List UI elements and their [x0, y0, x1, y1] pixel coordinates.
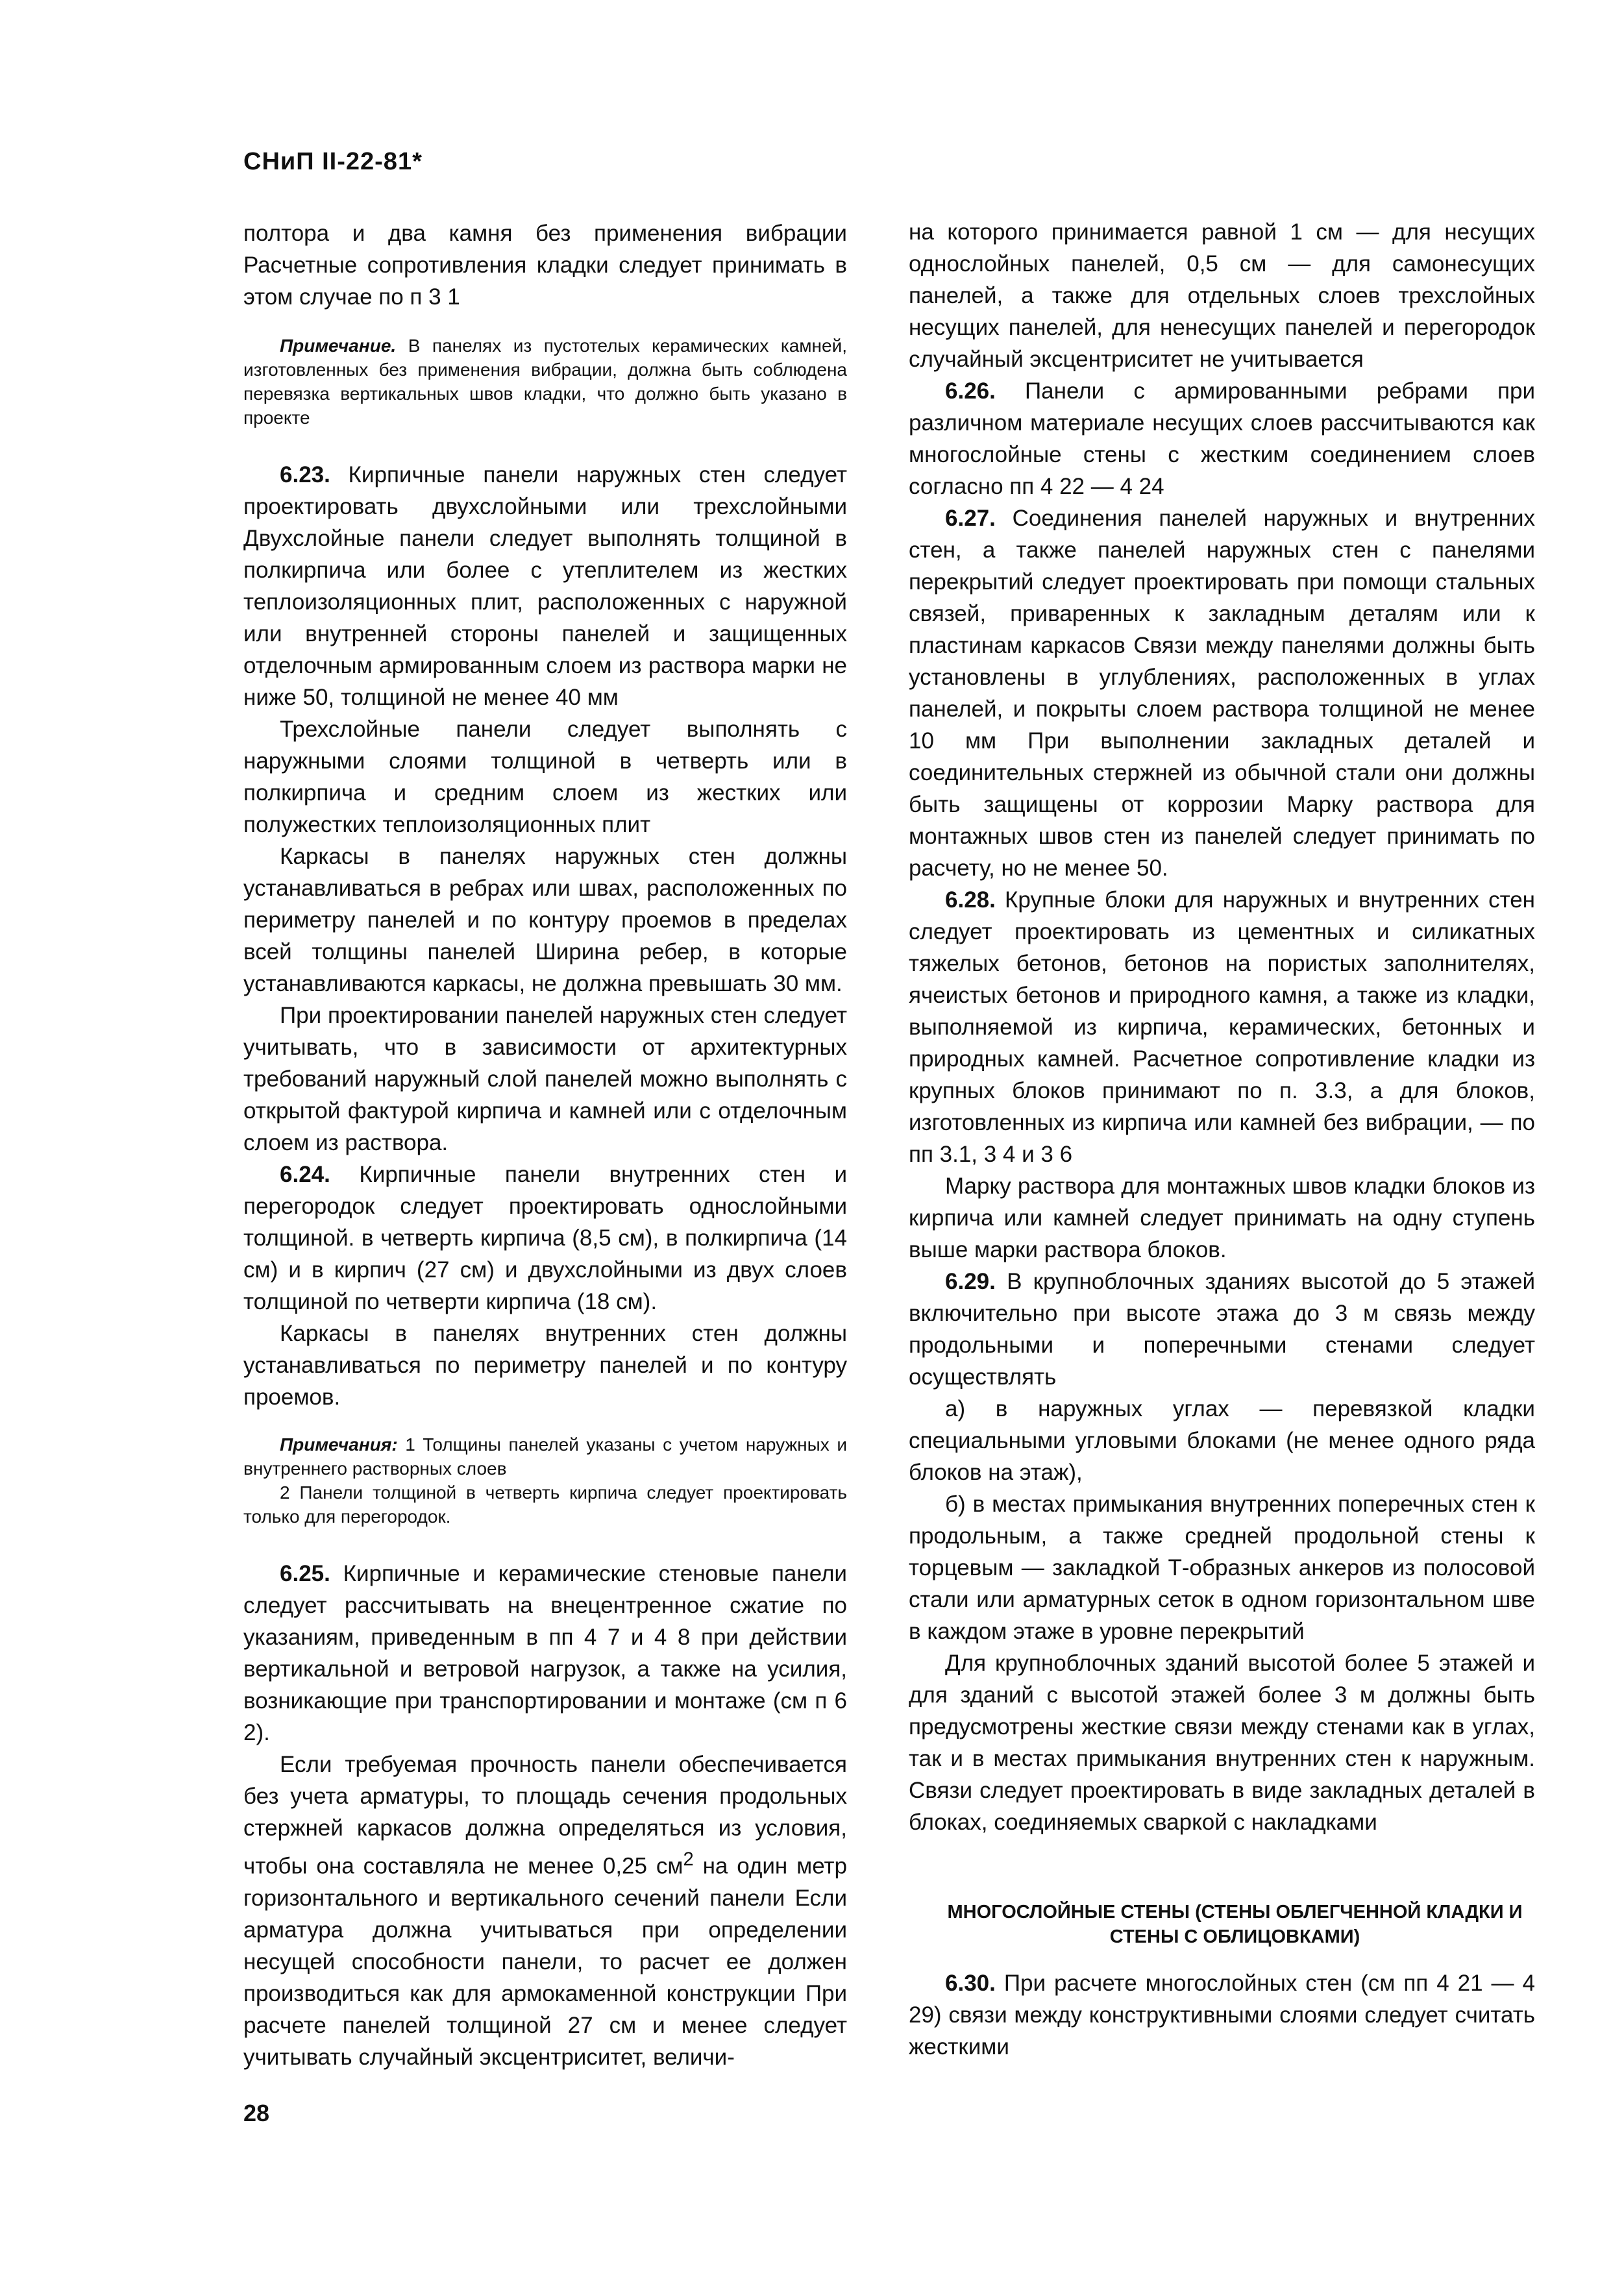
paragraph: При проектировании панелей наружных стен следует учитывать, что в зависимости от архитектурных требований наружный слой панелей можно выполнять с открытой фактурой кирпича и камней или с отделочным слоем из раствора.: [243, 1003, 847, 1155]
superscript: 2: [683, 1849, 694, 1870]
clause-number: 6.28.: [945, 887, 996, 913]
clause-text: Кирпичные панели внутренних стен и перегородок следует проектировать однослойными толщиной. в четверть кирпича (8,5 см), в полкирпича (14 см) и в кирпич (27 см) и двухслойными из двух слоев толщиной по четверти кирпича (18 см).: [243, 1162, 847, 1314]
clause-number: 6.30.: [945, 1971, 996, 1996]
clause-number: 6.25.: [280, 1561, 330, 1586]
paragraph: Трехслойные панели следует выполнять с наружными слоями толщиной в четверть или в полкирпича и средним слоем из жестких или полужестких теплоизоляционных плит: [243, 717, 847, 837]
clause-text: Панели с армированными ребрами при различном материале несущих слоев рассчитываются как многослойные стены с жестким соединением слоев согласно пп 4 22 — 4 24: [909, 378, 1535, 499]
note-text: 1 Толщины панелей указаны с учетом наружных и внутреннего растворных слоев: [243, 1434, 847, 1479]
note-item: 2 Панели толщиной в четверть кирпича следует проектировать только для перегородок.: [243, 1482, 847, 1527]
clause-text: При расчете многослойных стен (см пп 4 21 — 4 29) связи между конструктивными слоями следует считать жесткими: [909, 1971, 1535, 2059]
paragraph: Для крупноблочных зданий высотой более 5 этажей и для зданий с высотой этажей более 3 м должны быть предусмотрены жесткие связи между стенами как в углах, так и в местах примыкания внутренних стен к наружным. Связи следует проектировать в виде закладных деталей в блоках, соединяемых сваркой с накладками: [909, 1651, 1535, 1835]
paragraph: [243, 1749, 847, 2073]
clause-6-30: [909, 1967, 1535, 2063]
clause-6-29: [909, 1266, 1535, 1393]
note-label: Примечание.: [280, 336, 397, 356]
clause-text: Крупные блоки для наружных и внутренних стен следует проектировать из цементных и силикатных тяжелых бетонов, бетонов на пористых заполнителях, ячеистых бетонов и природного камня, а также из кладки, выполняемой из кирпича, керамических, бетонных и природных камней. Расчетное сопротивление кладки из крупных блоков принимают по п. 3.3, а для блоков, изготовленных из кирпича или камней без вибрации, — по пп 3.1, 3 4 и 3 6: [909, 887, 1535, 1167]
paragraph: Каркасы в панелях наружных стен должны устанавливаться в ребрах или швах, расположенных по периметру панелей и по контуру проемов в пределах всей толщины панелей Ширина ребер, в которые устанавливаются каркасы, не должна превышать 30 мм.: [243, 844, 847, 996]
list-item: а) в наружных углах — перевязкой кладки специальными угловыми блоками (не менее одного ряда блоков на этаж),: [909, 1396, 1535, 1485]
clause-number: 6.23.: [280, 462, 330, 487]
clause-6-27: [909, 502, 1535, 884]
paragraph-text: на один метр горизонтального и вертикального сечений панели Если арматура должна учитываться при определении несущей способности панели, то расчет ее должен производиться как для армокаменной конструкции При расчете панелей толщиной 27 см и менее следует учитывать случайный эксцентриситет, величи-: [243, 1853, 848, 2070]
clause-text: В крупноблочных зданиях высотой до 5 этажей включительно при высоте этажа до 3 м связь между продольными и поперечными стенами следует осуществлять: [909, 1269, 1535, 1390]
clause-6-24: [243, 1159, 847, 1318]
clause-6-26: [909, 375, 1535, 502]
note-item: [243, 1432, 847, 1481]
list-item: б) в местах примыкания внутренних поперечных стен к продольным, а также средней продольной стены к торцевым — закладкой Т-образных анкеров из полосовой стали или арматурных сеток в одном горизонтальном шве в каждом этаже в уровне перекрытий: [909, 1492, 1535, 1644]
paragraph: полтора и два камня без применения вибрации Расчетные сопротивления кладки следует принимать в этом случае по п 3 1: [243, 221, 847, 310]
left-column: [243, 217, 847, 2073]
paragraph: Каркасы в панелях внутренних стен должны устанавливаться по периметру панелей и по контуру проемов.: [243, 1321, 847, 1410]
note-label: Примечания:: [280, 1434, 398, 1455]
clause-text: Кирпичные панели наружных стен следует проектировать двухслойными или трехслойными Двухслойные панели следует выполнять толщиной в полкирпича или более с утеплителем из жестких теплоизоляционных плит, расположенных с наружной или внутренней стороны панелей и защищенных отделочным армированным слоем из раствора марки не ниже 50, толщиной не менее 40 мм: [243, 462, 847, 710]
clause-number: 6.27.: [945, 506, 996, 531]
paragraph: на которого принимается равной 1 см — для несущих однослойных панелей, 0,5 см — для самонесущих панелей, а также для отдельных слоев трехслойных несущих панелей, для ненесущих панелей и перегородок случайный эксцентриситет не учитывается: [909, 219, 1535, 372]
clause-6-28: [909, 884, 1535, 1170]
note-text: В панелях из пустотелых керамических камней, изготовленных без применения вибрации, должна быть соблюдена перевязка вертикальных швов кладки, что должно быть указано в проекте: [243, 336, 847, 428]
paragraph-text: Если требуемая прочность панели обеспечивается без учета арматуры, то площадь сечения продольных стержней каркасов должна определяться из условия, чтобы она составляла не менее 0,25 см: [243, 1752, 847, 1879]
clause-number: 6.26.: [945, 378, 996, 404]
section-heading: МНОГОСЛОЙНЫЕ СТЕНЫ (СТЕНЫ ОБЛЕГЧЕННОЙ КЛАДКИ И СТЕНЫ С ОБЛИЦОВКАМИ): [947, 1902, 1523, 1947]
clause-number: 6.29.: [945, 1269, 996, 1294]
clause-text: Соединения панелей наружных и внутренних стен, а также панелей наружных стен с панелями перекрытий следует проектировать при помощи стальных связей, приваренных к закладным деталям или к пластинам каркасов Связи между панелями должны быть установлены в углублениях, расположенных в углах панелей, и покрыты слоем раствора толщиной не менее 10 мм При выполнении закладных деталей и соединительных стержней из обычной стали они должны быть защищены от коррозии Марку раствора для монтажных швов стен из панелей следует принимать по расчету, но не менее 50.: [909, 506, 1535, 881]
document-header: СНиП II-22-81*: [243, 148, 423, 175]
paragraph: Марку раствора для монтажных швов кладки блоков из кирпича или камней следует принимать на одну ступень выше марки раствора блоков.: [909, 1174, 1535, 1262]
right-column: [909, 216, 1535, 2063]
note: [243, 334, 847, 430]
page-number: 28: [243, 2100, 270, 2126]
notes: [243, 1432, 847, 1529]
clause-number: 6.24.: [280, 1162, 330, 1187]
clause-6-25: [243, 1558, 847, 1749]
clause-text: Кирпичные и керамические стеновые панели следует рассчитывать на внецентренное сжатие по указаниям, приведенным в пп 4 7 и 4 8 при действии вертикальной и ветровой нагрузок, а также на усилия, возникающие при транспортировании и монтаже (см п 6 2).: [243, 1561, 847, 1745]
clause-6-23: [243, 459, 847, 713]
